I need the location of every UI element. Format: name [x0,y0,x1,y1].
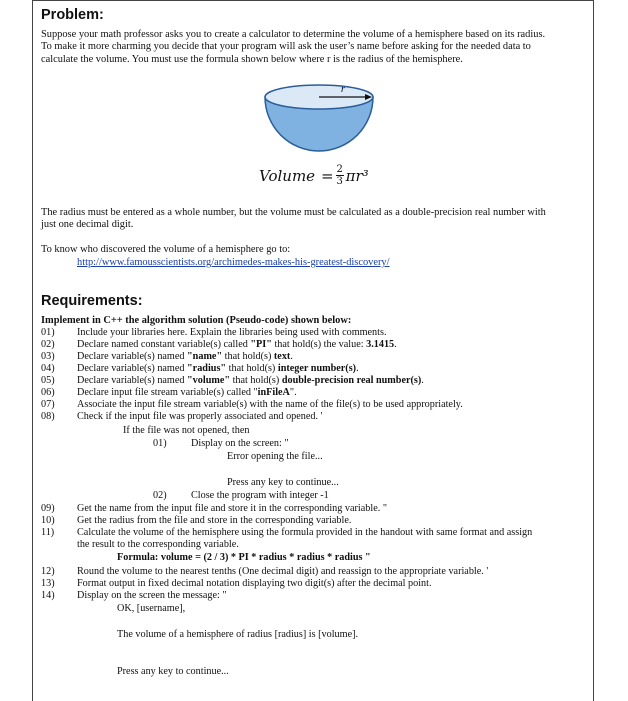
step-number: 11) [41,527,55,538]
intro-line: Suppose your math professor asks you to create a calculator to determine the volume of a hemisphere based on its radius. [41,29,546,40]
step-number: 09) [41,503,55,514]
step-number: 06) [41,387,55,398]
sub-step-text: Close the program with integer -1 [191,490,329,501]
document-page [32,0,594,701]
formula-fraction [336,164,344,187]
step-text: the result to the corresponding variable. [77,539,239,550]
step-text: Include your libraries here. Explain the libraries being used with comments. [77,327,387,338]
sub-step-text: Display on the screen: " [191,438,289,449]
sub-step-number: 01) [153,438,167,449]
error-message: Error opening the file... [227,451,323,462]
result-message: The volume of a hemisphere of radius [radius] is [volume]. [117,629,359,640]
requirements-subheading: Implement in C++ the algorithm solution (Pseudo-code) shown below: [41,315,352,326]
sub-step-number: 02) [153,490,167,501]
formula-lhs: Volume [259,166,316,185]
fraction-numerator: 2 [336,164,343,175]
problem-heading: Problem: [41,7,104,23]
step-text: Get the radius from the file and store in the corresponding variable. [77,515,352,526]
step-text: Round the volume to the nearest tenths (One decimal digit) and reassign to the appropriate variable. ' [77,566,489,577]
note-line: just one decimal digit. [41,219,134,231]
step-text: Declare input file stream variable(s) called "inFileA". [77,387,297,398]
step-number: 08) [41,411,55,422]
formula-equals: = [321,166,334,185]
note-line: The radius must be entered as a whole number, but the volume must be calculated as a double-precision real number with [41,207,546,218]
press-key-message: Press any key to continue... [227,477,339,488]
step-text: Display on the screen the message: " [77,590,227,601]
discovery-link[interactable]: http://www.famousscientists.org/archimedes-makes-his-greatest-discovery/ [77,257,390,268]
intro-line: calculate the volume. You must use the formula shown below where r is the radius of the hemisphere. [41,53,463,65]
press-key-message: Press any key to continue... [117,666,229,677]
step-text: Associate the input file stream variable(s) with the name of the file(s) to be used appropriately. [77,399,463,410]
formula-rhs: πr³ [345,166,369,185]
fraction-denominator: 3 [336,176,343,187]
step-text: Declare variable(s) named "name" that hold(s) text. [77,351,293,362]
step-text: Declare variable(s) named "volume" that hold(s) double-precision real number(s). [77,375,424,386]
if-line: If the file was not opened, then [123,425,250,436]
step-number: 10) [41,515,55,526]
formula-line: Formula: volume = (2 / 3) * PI * radius * radius * radius " [117,552,371,563]
step-number: 04) [41,363,55,374]
step-number: 12) [41,566,55,577]
volume-formula [259,164,369,187]
problem-intro [41,29,585,66]
step-text: Calculate the volume of the hemisphere using the formula provided in the handout with same format and assign [77,527,533,538]
intro-line: To make it more charming you decide that your program will ask the user’s name before asking for the needed data to [41,41,531,53]
step-number: 05) [41,375,55,386]
step-text: Format output in fixed decimal notation displaying two digit(s) after the decimal point. [77,578,432,589]
step-text: Declare named constant variable(s) called "PI" that hold(s) the value: 3.1415. [77,339,397,350]
step-text: Declare variable(s) named "radius" that hold(s) integer number(s). [77,363,359,374]
step-number: 01) [41,327,55,338]
requirements-heading: Requirements: [41,293,143,309]
hemisphere-diagram [259,77,379,157]
step-number: 02) [41,339,55,350]
radius-note [41,207,585,232]
step-number: 14) [41,590,55,601]
discovery-prompt: To know who discovered the volume of a hemisphere go to: [41,244,291,255]
step-text: Get the name from the input file and store it in the corresponding variable. " [77,503,387,514]
ok-message: OK, [username], [117,603,186,614]
step-text: Check if the input file was properly associated and opened. ' [77,411,323,422]
radius-label: r [341,84,345,95]
step-number: 07) [41,399,55,410]
step-number: 03) [41,351,55,362]
step-number: 13) [41,578,55,589]
